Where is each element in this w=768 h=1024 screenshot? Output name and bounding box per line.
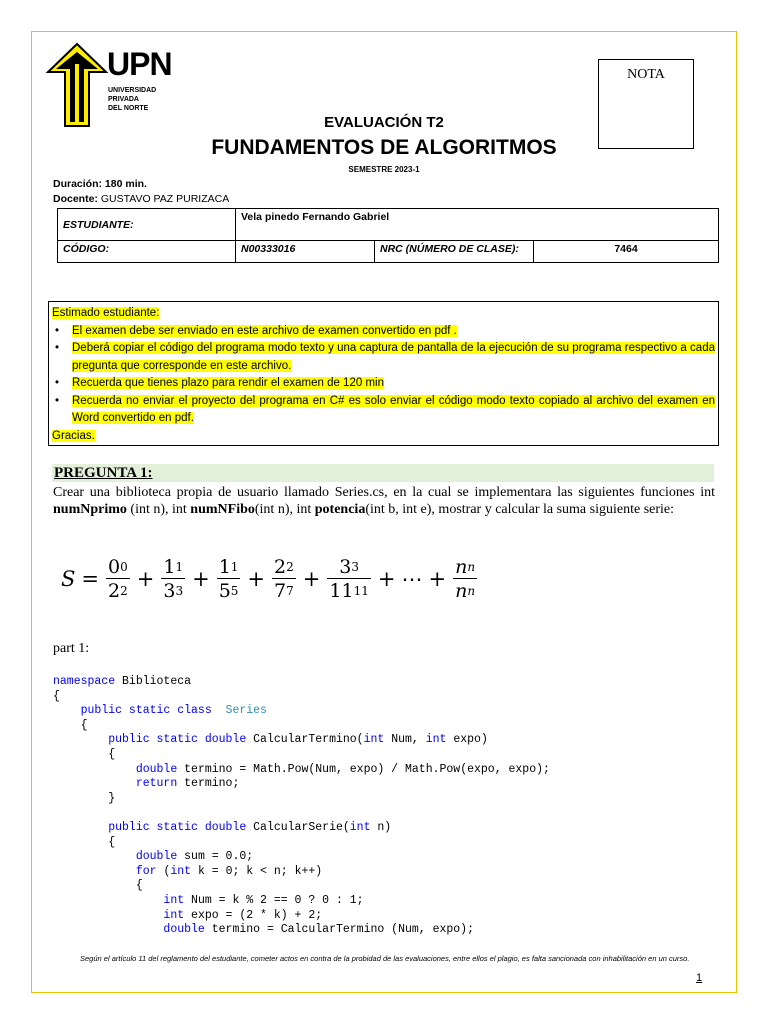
table-row	[58, 241, 719, 263]
duration-label: Duración: 180 min.	[53, 178, 147, 190]
code-line: public static double CalcularTermino(int Num, int expo)	[108, 733, 488, 747]
logo-brand: UPN	[107, 46, 172, 82]
series-formula	[58, 556, 481, 602]
equals-sign: =	[81, 567, 99, 591]
plus-sign: +	[136, 567, 155, 591]
code-line: public static double CalcularSerie(int n)	[108, 820, 392, 834]
nrc-label: NRC (NÚMERO DE CLASE):	[375, 241, 534, 263]
nrc-value: 7464	[534, 241, 719, 263]
exam-title: EVALUACIÓN T2	[324, 114, 444, 131]
formula-fraction: $\frac{1^1}{3^3}$	[163, 556, 184, 602]
function-name: numNprimo	[53, 502, 127, 517]
list-item	[52, 393, 715, 428]
question-text-part: (int n), int	[126, 502, 191, 517]
logo-line-3: DEL NORTE	[108, 105, 149, 112]
code-line: public static class Series	[80, 704, 267, 718]
page-number: 1	[696, 972, 703, 984]
code-line: int expo = (2 * k) + 2;	[163, 908, 323, 922]
formula-terms	[102, 556, 375, 602]
code-line: {	[53, 747, 116, 761]
code-line: return termino;	[135, 777, 240, 791]
code-line: {	[53, 835, 116, 849]
instructions-list	[52, 323, 715, 428]
logo-line-1: UNIVERSIDAD	[108, 87, 157, 94]
function-name: numNFibo	[190, 502, 255, 517]
formula-fraction: $\frac{2^2}{7^7}$	[274, 556, 294, 602]
code-line: double sum = 0.0;	[135, 850, 254, 864]
function-name: potencia	[314, 502, 366, 517]
formula-ellipsis: ⋯	[401, 567, 423, 591]
formula-lhs: S	[61, 567, 76, 591]
list-item	[52, 340, 715, 375]
instructions-box	[48, 301, 719, 446]
formula-fraction: $\frac{0^0}{2^2}$	[108, 556, 128, 602]
footer-note: Según el artículo 11 del reglamento del estudiante, cometer actos en contra de la probidad de las evaluaciones, entre ellos el plagio, es falta sancionada con inhabilitación en un curso.	[80, 954, 690, 963]
notice-closing: Gracias.	[52, 429, 95, 442]
instruction-text: El examen debe ser enviado en este archivo de examen convertido en pdf .	[72, 324, 457, 337]
notice-greeting: Estimado estudiante:	[52, 307, 160, 319]
formula-fraction: $\frac{3^3}{11^{11}}$	[329, 556, 369, 602]
student-name: Vela pinedo Fernando Gabriel	[236, 209, 719, 241]
plus-sign: +	[247, 567, 266, 591]
code-line: {	[53, 718, 88, 732]
grade-label: NOTA	[627, 67, 665, 82]
course-title: FUNDAMENTOS DE ALGORITMOS	[211, 136, 557, 159]
formula-last-term: $\frac{n^n}{n^n}$	[455, 556, 476, 602]
question-text-part: (int b, int e), mostrar y calcular la suma siguiente serie:	[365, 502, 675, 517]
logo-line-2: PRIVADA	[108, 96, 139, 103]
instruction-text: Recuerda que tienes plazo para rendir el examen de 120 min	[72, 377, 384, 389]
question-text-part: Crear una biblioteca propia de usuario llamado Series.cs, en la cual se implementara las siguientes funciones int	[53, 485, 715, 500]
code-label: CÓDIGO:	[58, 241, 236, 263]
instruction-text: Recuerda no enviar el proyecto del programa en C# es solo enviar el código modo texto copiado al archivo del examen en Word convertido en pdf.	[72, 394, 715, 424]
formula-fraction: $\frac{1^1}{5^5}$	[218, 556, 239, 602]
instruction-text: Deberá copiar el código del programa modo texto y una captura de pantalla de la ejecución de su programa respectivo a cada pregunta que corresponde en este archivo.	[72, 342, 715, 372]
code-line: {	[53, 879, 143, 893]
code-line: double termino = Math.Pow(Num, expo) / Math.Pow(expo, expo);	[135, 762, 550, 776]
question-title: PREGUNTA 1:	[52, 464, 714, 482]
code-line: double termino = CalcularTermino (Num, expo);	[163, 923, 474, 937]
teacher-name: GUSTAVO PAZ PURIZACA	[100, 193, 230, 205]
student-info-table	[57, 208, 719, 263]
teacher-line	[53, 193, 229, 205]
part-label: part 1:	[53, 641, 90, 656]
list-item	[52, 375, 715, 393]
plus-sign: +	[428, 567, 447, 591]
plus-sign: +	[302, 567, 321, 591]
question-text	[53, 484, 715, 518]
code-line: {	[53, 689, 60, 703]
question-text-part: (int n), int	[254, 502, 315, 517]
code-value: N00333016	[236, 241, 375, 263]
code-line: namespace Biblioteca	[53, 675, 192, 688]
code-block	[53, 675, 550, 938]
semester-label: SEMESTRE 2023-1	[348, 165, 420, 174]
student-label: ESTUDIANTE:	[58, 209, 236, 241]
code-line: }	[53, 791, 116, 805]
plus-sign: +	[377, 567, 396, 591]
list-item	[52, 323, 715, 341]
table-row	[58, 209, 719, 241]
teacher-label: Docente:	[53, 193, 98, 205]
code-line: int Num = k % 2 == 0 ? 0 : 1;	[163, 893, 364, 907]
plus-sign: +	[192, 567, 210, 591]
code-line: for (int k = 0; k < n; k++)	[135, 864, 323, 878]
